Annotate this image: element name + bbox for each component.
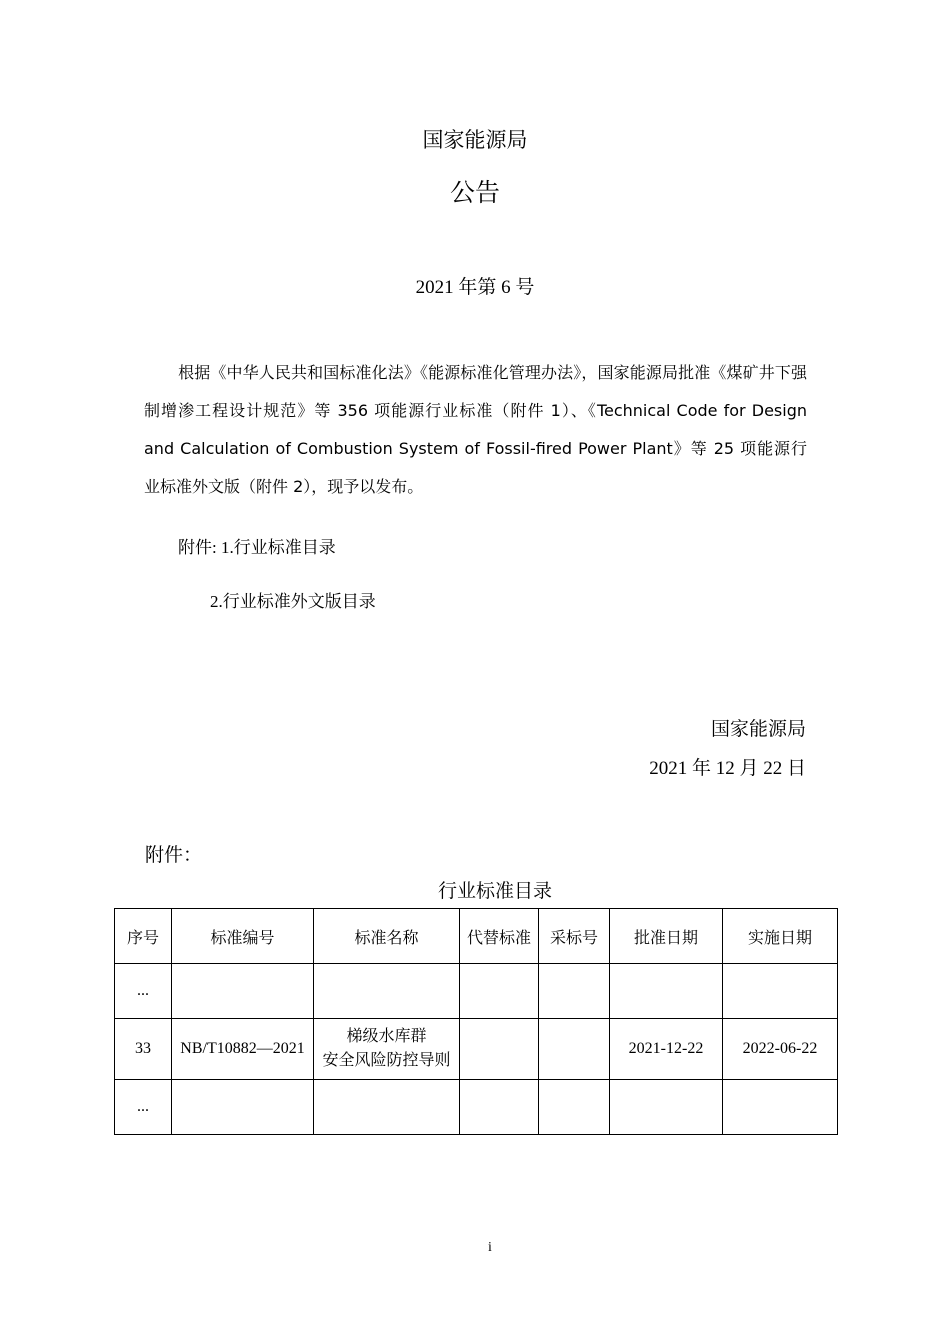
table-header-row	[115, 909, 838, 964]
col-header-index: 序号	[115, 909, 172, 964]
table-row	[115, 964, 838, 1019]
cell-index: 33	[115, 1019, 172, 1080]
cell-adopted	[539, 964, 610, 1019]
cell-name-line-2: 安全风险防控导则	[322, 1052, 451, 1069]
cell-replaces	[460, 1080, 539, 1135]
cell-name	[314, 1019, 460, 1080]
cell-code	[172, 1080, 314, 1135]
cell-approval-date	[610, 964, 723, 1019]
attachment-item-2: 2.行业标准外文版目录	[210, 592, 376, 611]
cell-approval-date: 2021-12-22	[610, 1019, 723, 1080]
cell-code	[172, 964, 314, 1019]
signature-date: 2021 年 12 月 22 日	[649, 758, 806, 779]
standards-table	[114, 908, 838, 1135]
cell-name	[314, 964, 460, 1019]
table-row	[115, 1080, 838, 1135]
signature-org: 国家能源局	[710, 719, 806, 740]
document-kind: 公告	[449, 178, 500, 207]
attachment-item-1: 附件: 1.行业标准目录	[178, 538, 336, 557]
cell-effective-date	[723, 1080, 838, 1135]
page-number: i	[488, 1240, 492, 1255]
col-header-adopted: 采标号	[539, 909, 610, 964]
cell-name	[314, 1080, 460, 1135]
attachment-label: 附件：	[145, 845, 203, 866]
document-number: 2021 年第 6 号	[415, 277, 535, 298]
col-header-approval-date: 批准日期	[610, 909, 723, 964]
table-title: 行业标准目录	[437, 881, 552, 902]
cell-effective-date	[723, 964, 838, 1019]
col-header-name: 标准名称	[314, 909, 460, 964]
cell-code: NB/T10882—2021	[172, 1019, 314, 1080]
cell-name-line-1: 梯级水库群	[346, 1028, 427, 1045]
cell-adopted	[539, 1019, 610, 1080]
cell-index: ...	[115, 1080, 172, 1135]
cell-approval-date	[610, 1080, 723, 1135]
paragraph-text: 根据《中华人民共和国标准化法》《能源标准化管理办法》，国家能源局批准《煤矿井下强制增渗工程设计规范》等 356 项能源行业标准（附件 1）、《Technical Code for Design and Calculation of Combustion System of Fossil-fired Power Plant》等 25 项能源行业标准外文版（附件 2），现予以发布。	[144, 363, 807, 496]
col-header-code: 标准编号	[172, 909, 314, 964]
cell-effective-date: 2022-06-22	[723, 1019, 838, 1080]
cell-adopted	[539, 1080, 610, 1135]
table-row	[115, 1019, 838, 1080]
cell-index: ...	[115, 964, 172, 1019]
announcement-paragraph	[144, 354, 807, 506]
cell-replaces	[460, 964, 539, 1019]
col-header-replaces: 代替标准	[460, 909, 539, 964]
issuer-title: 国家能源局	[422, 128, 528, 152]
cell-replaces	[460, 1019, 539, 1080]
col-header-effective-date: 实施日期	[723, 909, 838, 964]
